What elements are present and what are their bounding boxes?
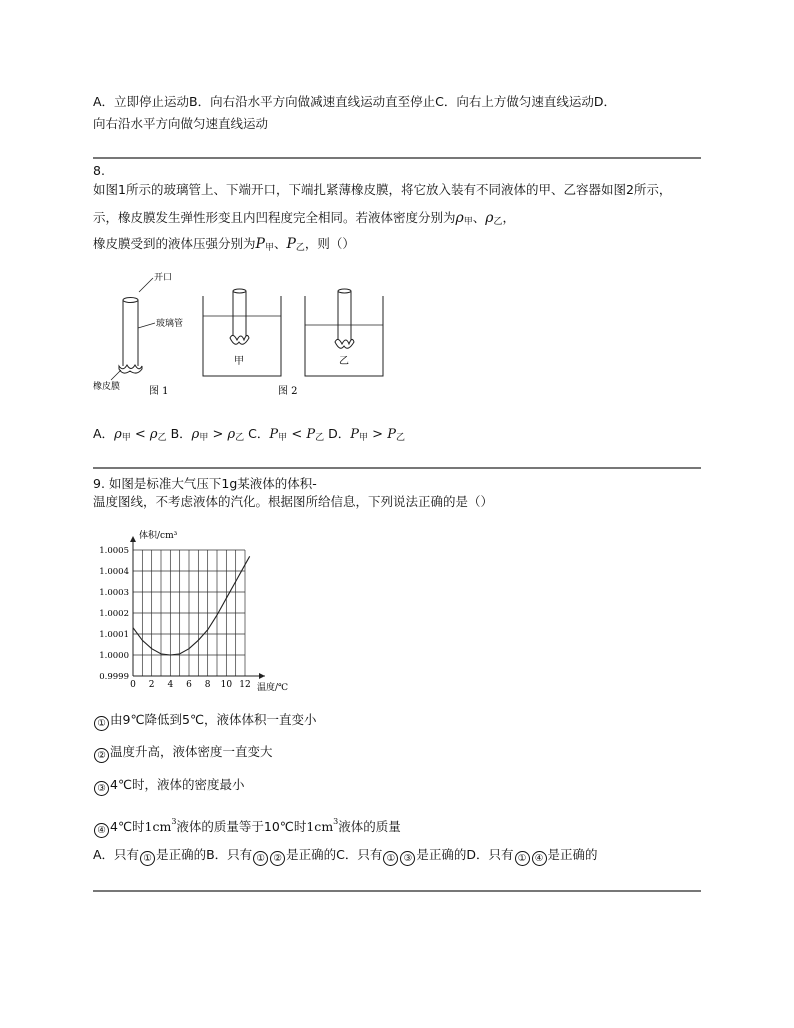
q8-figure: [93, 268, 393, 400]
q8-number: 8.: [93, 163, 105, 178]
statement-2: ② 温度升高，液体密度一直变大: [93, 744, 273, 763]
volume-temperature-chart: [93, 528, 289, 698]
p-jia: $P_甲$: [255, 236, 274, 253]
divider-rule: [93, 467, 701, 469]
label-membrane: 橡皮膜: [93, 382, 121, 392]
y-axis-label: 体积/cm³: [139, 531, 178, 541]
y-tick-label: 1.0002: [99, 609, 129, 619]
q7-options-line-2: 向右沿水平方向做匀速直线运动: [93, 116, 269, 131]
q9-answer-choices: A．只有 ① 是正确的B．只有 ① ② 是正确的C．只有 ① ③ 是正确的D．只有 ① ④ 是正确的: [93, 847, 598, 864]
y-tick-label: 1.0001: [99, 630, 129, 640]
caption-figure-1: 图 1: [149, 386, 169, 397]
x-axis-arrow: [259, 673, 265, 679]
y-tick-label: 0.9999: [99, 672, 129, 682]
q8-text-line-2: 示，橡皮膜发生弹性形变且内凹程度完全相同。若液体密度分别为$\rho_甲$、$\rho_乙$，: [93, 210, 516, 227]
statement-1: ① 由9℃降低到5℃，液体体积一直变小: [93, 712, 316, 731]
x-tick-label: 10: [220, 680, 233, 690]
q8-text-line-3: 橡皮膜受到的液体压强分别为$P_甲$、$P_乙$，则（）: [93, 236, 355, 253]
chart-ticks: [99, 546, 250, 690]
x-tick-label: 12: [239, 680, 251, 690]
q8-text-line-1: 如图1所示的玻璃管上、下端开口，下端扎紧薄橡皮膜，将它放入装有不同液体的甲、乙容器如图2所示，: [93, 182, 672, 197]
statement-3: ③ 4℃时，液体的密度最小: [93, 777, 245, 796]
caption-figure-2: 图 2: [278, 386, 298, 397]
x-tick-label: 0: [130, 680, 136, 690]
chart-grid: [133, 550, 245, 676]
container-jia-label: 甲: [234, 356, 244, 367]
x-tick-label: 2: [148, 680, 155, 690]
label-tube: 玻璃管: [156, 319, 184, 329]
q8-options: A．$\rho_甲 < \rho_乙$ B．$\rho_甲 > \rho_乙$ C．$P_甲 < P_乙$ D．$P_甲 > P_乙$: [93, 426, 405, 443]
q7-options-line-1: A．立即停止运动B．向右沿水平方向做减速直线运动直至停止C．向右上方做匀速直线运动D．: [93, 94, 616, 109]
q9-text-line-2: 温度图线，不考虑液体的汽化。根据图所给信息，下列说法正确的是（）: [93, 494, 494, 509]
rho-jia: $\rho_甲$: [455, 210, 473, 227]
option-d: $P_甲 > P_乙$: [350, 427, 405, 443]
x-axis-label: 温度/℃: [257, 683, 289, 693]
x-tick-label: 8: [204, 680, 211, 690]
option-c: $P_甲 < P_乙$: [269, 427, 325, 443]
x-tick-label: 4: [167, 680, 174, 690]
figure-1-tube: [111, 278, 155, 380]
q9-text-line-1: 9. 如图是标准大气压下1g某液体的体积-: [93, 476, 317, 491]
option-b: $\rho_甲 > \rho_乙$: [191, 427, 245, 443]
y-tick-label: 1.0003: [99, 588, 129, 598]
label-opening: 开口: [154, 273, 173, 283]
p-yi: $P_乙$: [286, 236, 305, 253]
x-tick-label: 6: [186, 680, 192, 690]
divider-rule: [93, 157, 701, 159]
container-yi-label: 乙: [339, 356, 349, 367]
y-tick-label: 1.0000: [99, 651, 129, 661]
option-a: $\rho_甲 < \rho_乙$: [114, 427, 167, 443]
y-tick-label: 1.0004: [99, 567, 129, 577]
y-tick-label: 1.0005: [99, 546, 129, 556]
statement-4: ④ 4℃时$1cm^3$液体的质量等于10℃时$1cm^3$液体的质量: [93, 814, 401, 838]
rho-yi: $\rho_乙$: [485, 210, 503, 227]
divider-rule: [93, 890, 701, 892]
y-axis-arrow: [130, 536, 136, 542]
